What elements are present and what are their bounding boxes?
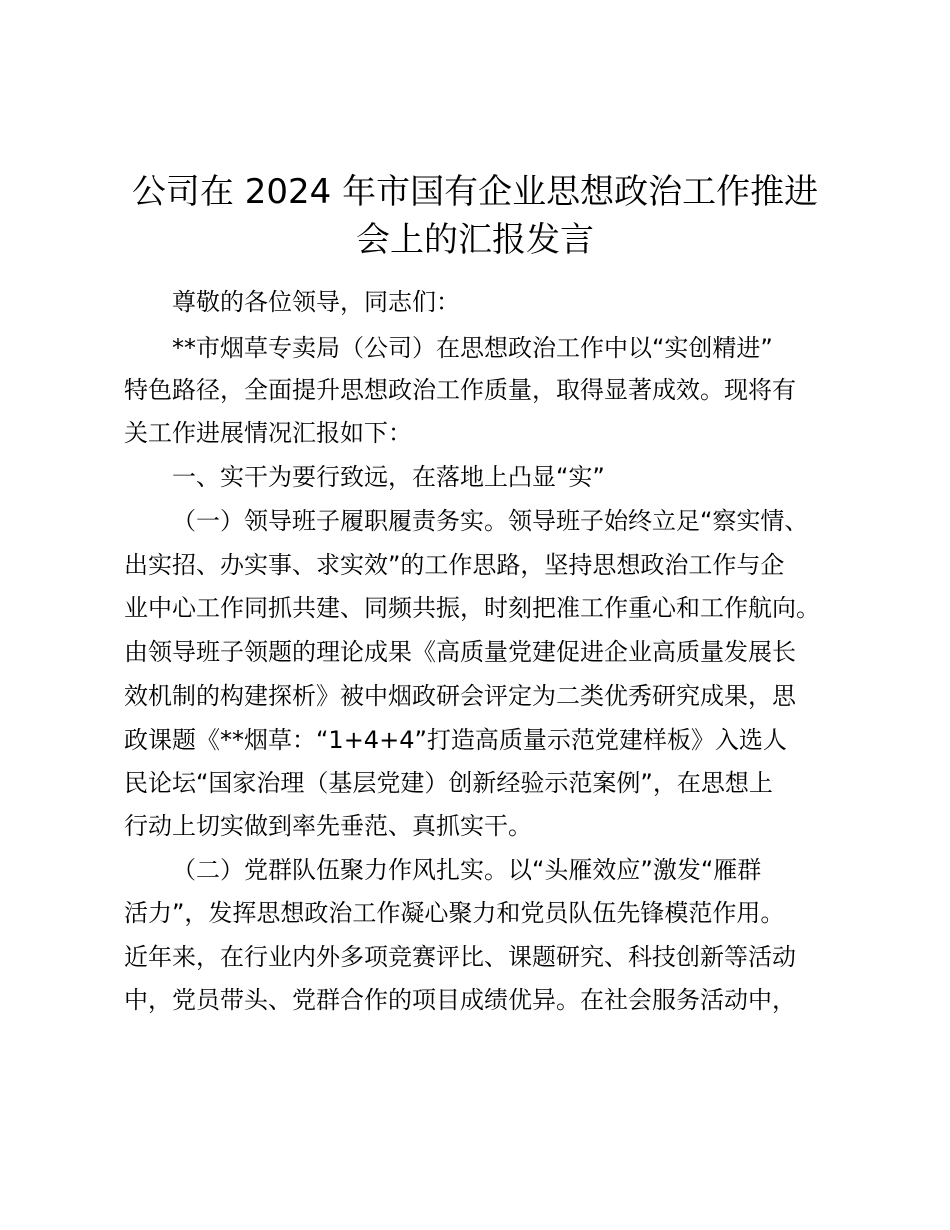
paragraph-line: 民论坛“国家治理（基层党建）创新经验示范案例”，在思想上 xyxy=(124,769,773,797)
paragraph-line: 业中心工作同抓共建、同频共振，时刻把准工作重心和工作航向。 xyxy=(124,594,820,622)
paragraph-line: 关工作进展情况汇报如下： xyxy=(124,419,412,447)
paragraph-line: 效机制的构建探析》被中烟政研会评定为二类优秀研究成果，思 xyxy=(124,682,796,710)
paragraph-line: 活力”，发挥思想政治工作凝心聚力和党员队伍先锋模范作用。 xyxy=(124,899,785,927)
paragraph-line: 近年来，在行业内外多项竞赛评比、课题研究、科技创新等活动 xyxy=(124,943,796,971)
document-title-line-2: 会上的汇报发言 xyxy=(356,220,594,260)
paragraph-line: 特色路径，全面提升思想政治工作质量，取得显著成效。现将有 xyxy=(124,376,796,404)
paragraph-line: 由领导班子领题的理论成果《高质量党建促进企业高质量发展长 xyxy=(124,638,796,666)
paragraph-line: 政课题《**烟草：“1+4+4”打造高质量示范党建样板》入选人 xyxy=(124,726,787,754)
salutation: 尊敬的各位领导，同志们： xyxy=(172,288,460,316)
paragraph-line: **市烟草专卖局（公司）在思想政治工作中以“实创精进” xyxy=(172,334,773,362)
paragraph-line: 中，党员带头、党群合作的项目成绩优异。在社会服务活动中， xyxy=(124,986,796,1014)
document-title-line-1: 公司在 2024 年市国有企业思想政治工作推进 xyxy=(131,172,819,212)
paragraph-line: 出实招、办实事、求实效”的工作思路，坚持思想政治工作与企 xyxy=(124,551,785,579)
section-heading: 一、实干为要行致远，在落地上凸显“实” xyxy=(172,463,605,491)
paragraph-line: （二）党群队伍聚力作风扎实。以“头雁效应”激发“雁群 xyxy=(172,856,762,884)
paragraph-line: 行动上切实做到率先垂范、真抓实干。 xyxy=(124,812,532,840)
paragraph-line: （一）领导班子履职履责务实。领导班子始终立足“察实情、 xyxy=(172,507,809,535)
